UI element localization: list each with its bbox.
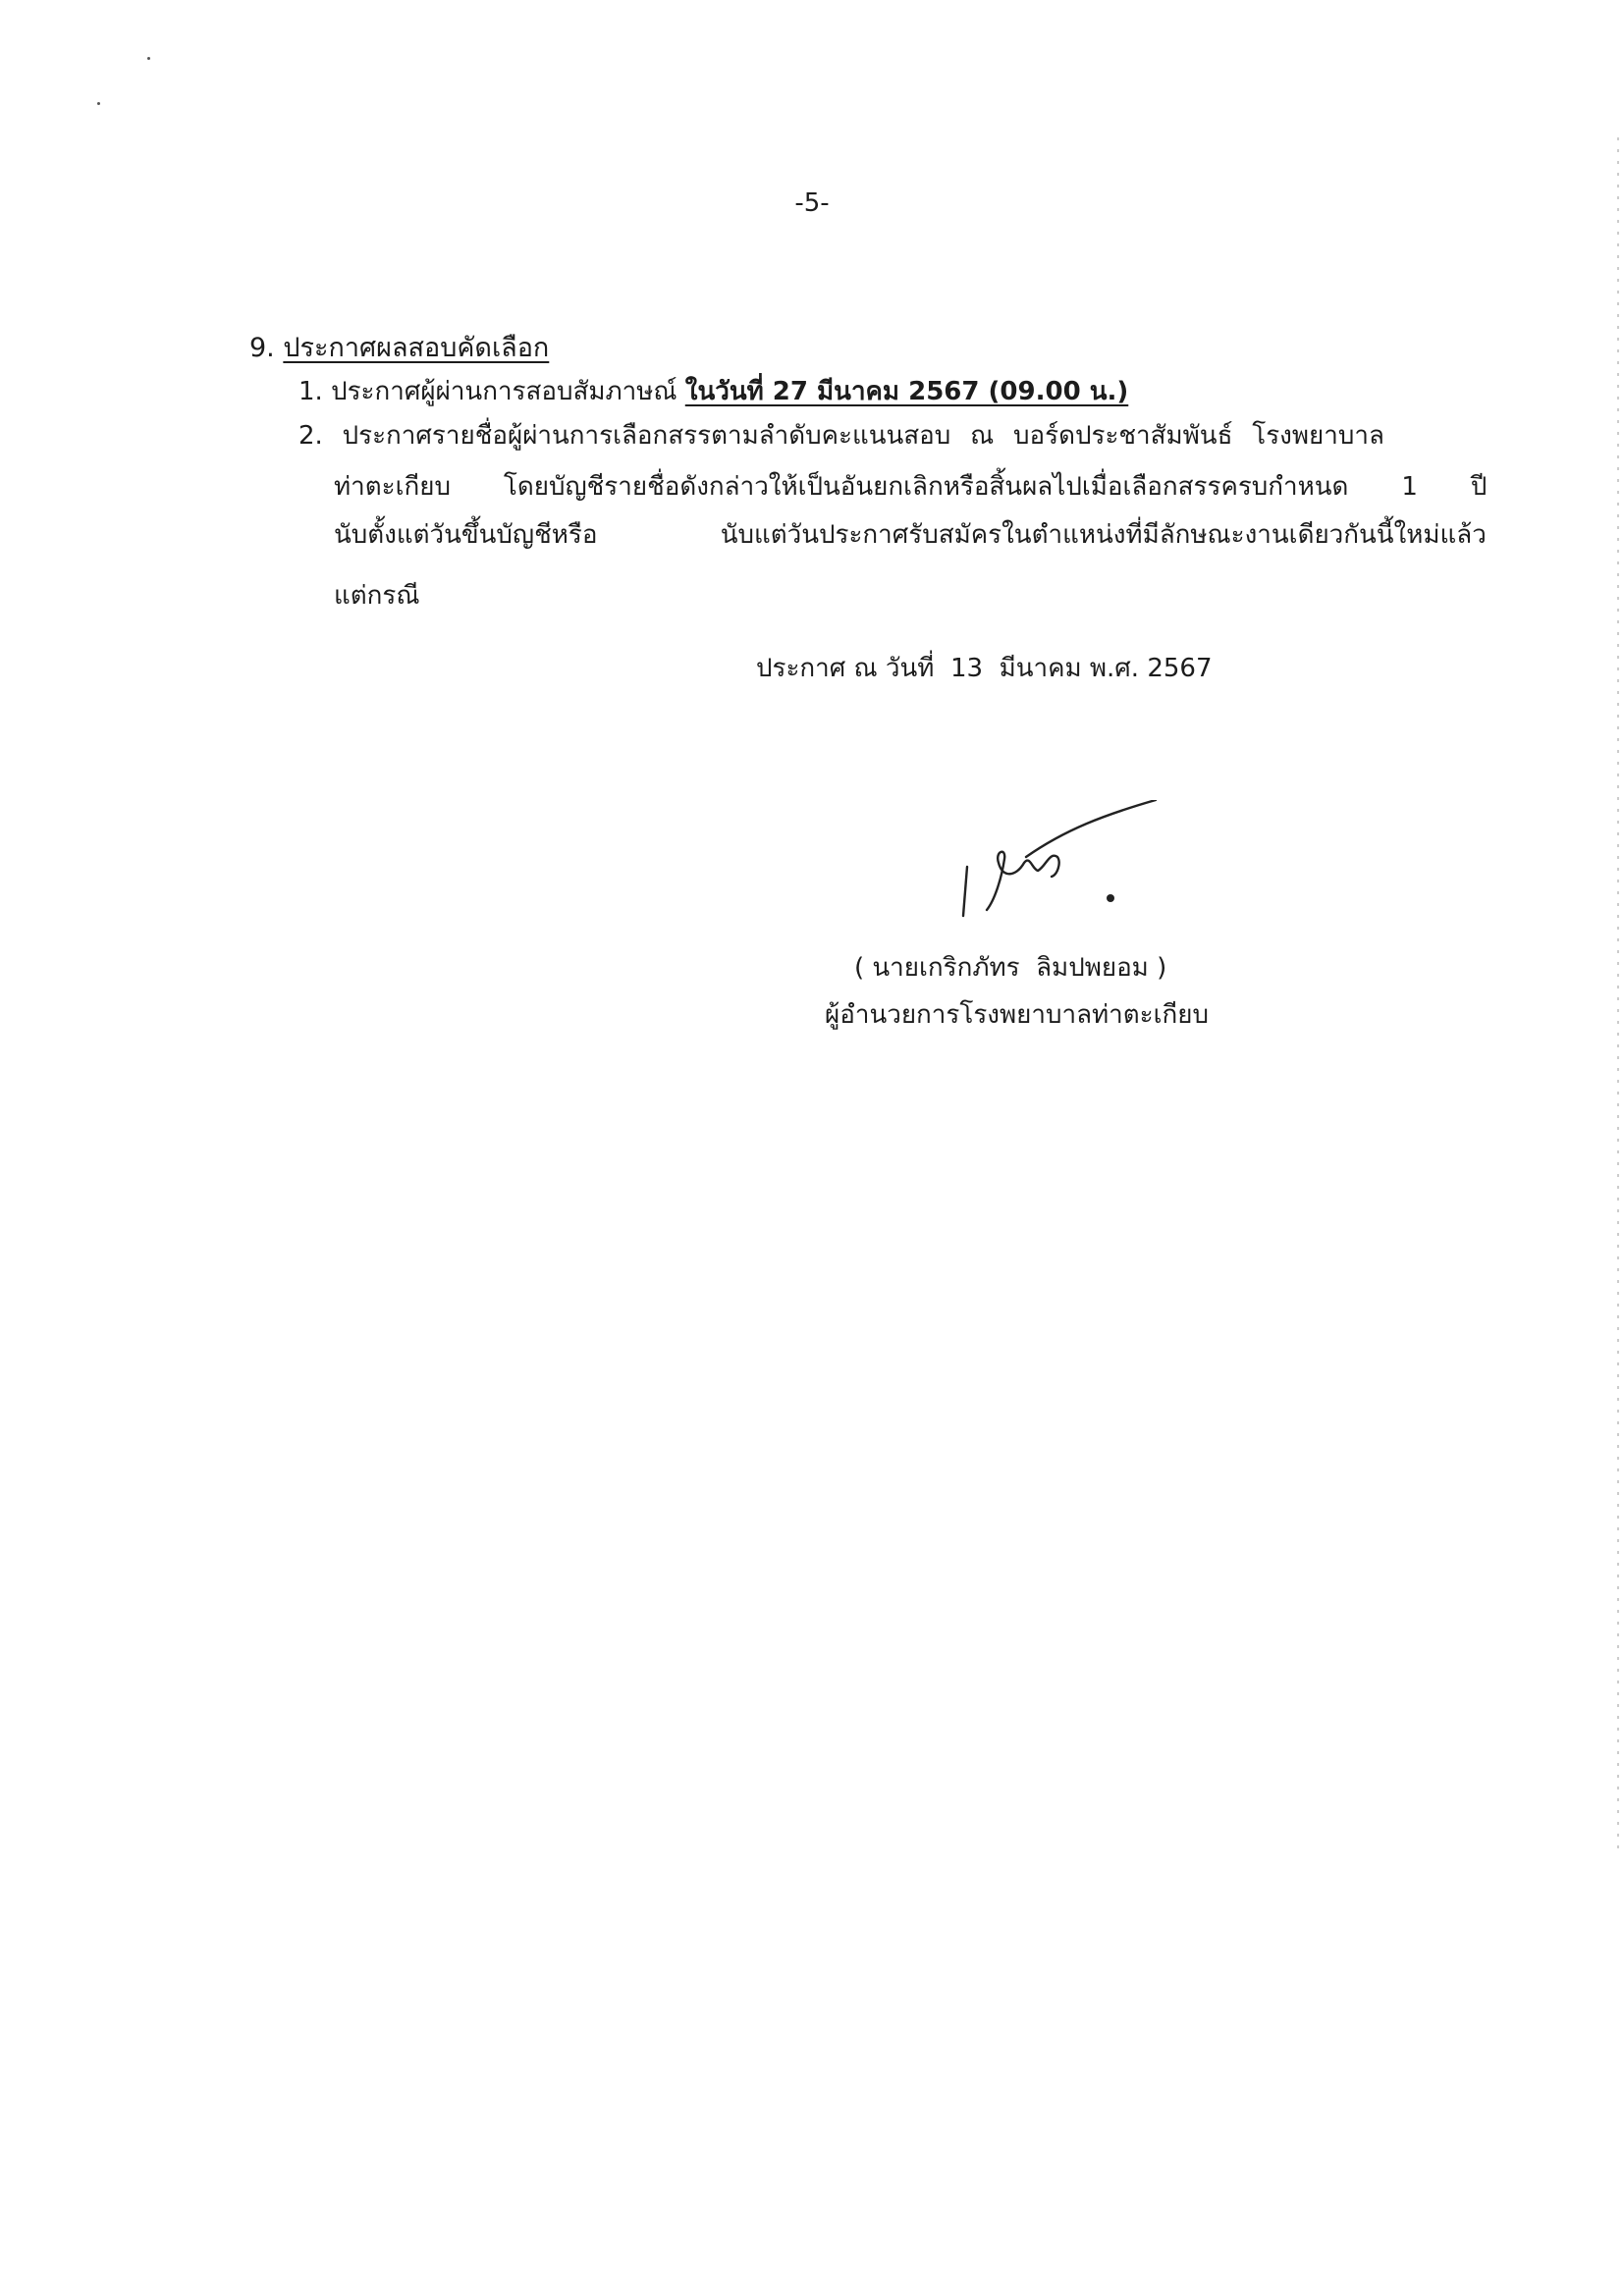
item-number: 2.: [298, 421, 323, 451]
signer-title: ผู้อำนวยการโรงพยาบาลท่าตะเกียบ: [825, 1000, 1209, 1030]
announcement-date: ประกาศ ณ วันที่ 13 มีนาคม พ.ศ. 2567: [756, 654, 1213, 683]
item-text-line-2: ท่าตะเกียบ โดยบัญชีรายชื่อดังกล่าวให้เป็นอันยกเลิกหรือสิ้นผลไปเมื่อเลือกสรรครบกำหนด 1 ปี: [334, 472, 1488, 502]
section-number: 9.: [249, 333, 275, 363]
section-heading: [249, 326, 549, 368]
scan-speck: [97, 102, 100, 105]
page-number: -5-: [794, 188, 830, 218]
item-text: ประกาศผู้ผ่านการสอบสัมภาษณ์: [331, 377, 677, 406]
item-emphasis-date: ในวันที่ 27 มีนาคม 2567 (09.00 น.): [684, 377, 1129, 406]
item-text-line-4: แต่กรณี: [334, 581, 420, 611]
scan-edge-marks: [1612, 137, 1624, 1855]
item-text-line-1: ประกาศรายชื่อผู้ผ่านการเลือกสรรตามลำดับคะแนนสอบ ณ บอร์ดประชาสัมพันธ์ โรงพยาบาล: [342, 421, 1384, 451]
signature-image: [947, 800, 1164, 928]
section-title: ประกาศผลสอบคัดเลือก: [283, 333, 550, 363]
list-item-1: [298, 371, 1128, 411]
signer-name: ( นายเกริกภัทร ลิมปพยอม ): [854, 953, 1167, 983]
item-text-line-3: นับตั้งแต่วันขึ้นบัญชีหรือ นับแต่วันประกาศรับสมัครในตำแหน่งที่มีลักษณะงานเดียวกันนี้ใหม่แล้ว: [334, 520, 1487, 550]
list-item-2: [298, 415, 1487, 455]
item-number: 1.: [298, 377, 323, 406]
scan-speck: [147, 57, 150, 60]
